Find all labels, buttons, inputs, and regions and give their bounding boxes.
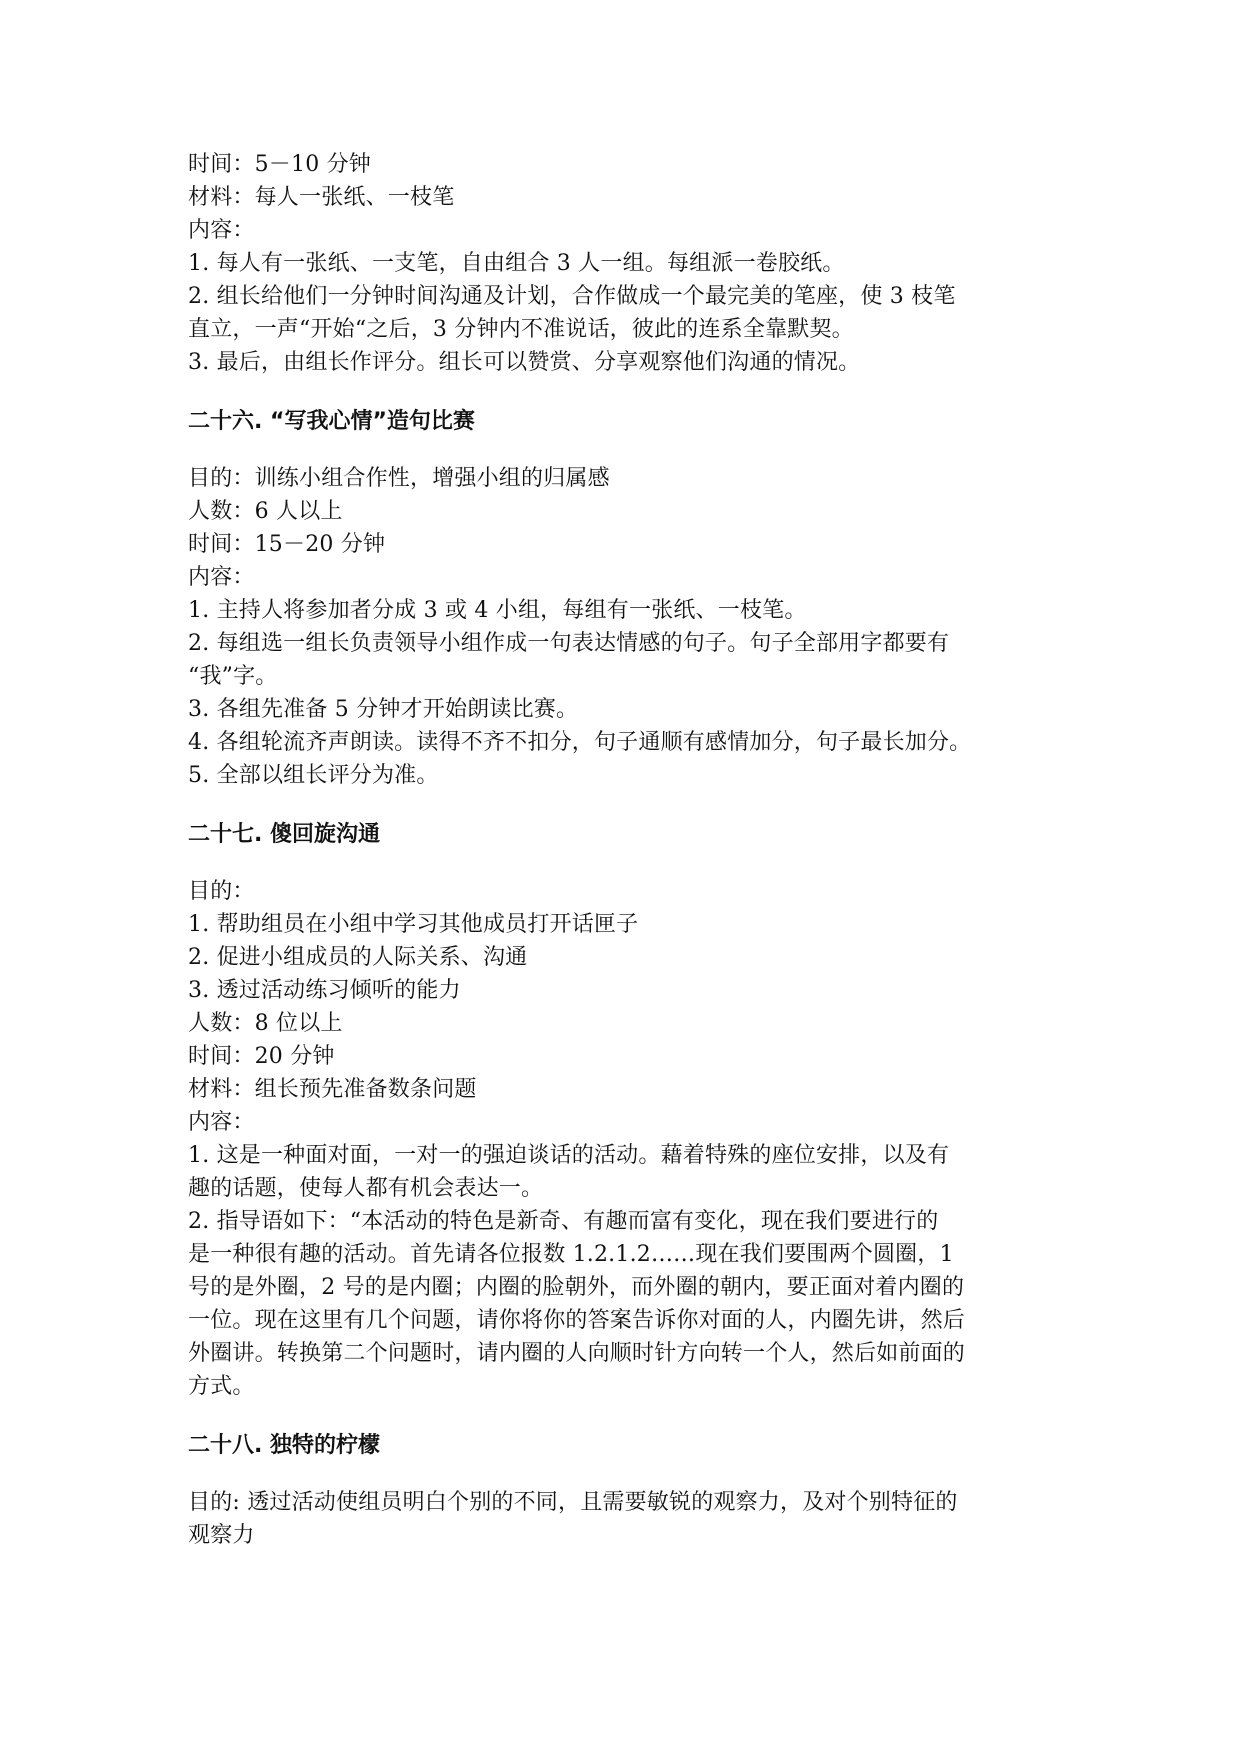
text-line: 内容： [188, 218, 255, 243]
text-line: 材料：每人一张纸、一枝笔 [188, 185, 455, 210]
text-line: 一位。现在这里有几个问题，请你将你的答案告诉你对面的人，内圈先讲，然后 [188, 1308, 966, 1333]
list-item: 1. 帮助组员在小组中学习其他成员打开话匣子 [188, 912, 639, 937]
text-line: 趣的话题，使每人都有机会表达一。 [188, 1176, 544, 1201]
list-item: 2. 组长给他们一分钟时间沟通及计划，合作做成一个最完美的笔座，使 3 枝笔 [188, 284, 956, 309]
text-line: 号的是外圈，2 号的是内圈；内圈的脸朝外，而外圈的朝内，要正面对着内圈的 [188, 1275, 965, 1300]
list-item: 4. 各组轮流齐声朗读。读得不齐不扣分，句子通顺有感情加分，句子最长加分。 [188, 730, 972, 755]
list-item: 3. 各组先准备 5 分钟才开始朗读比赛。 [188, 697, 579, 722]
list-item: 3. 透过活动练习倾听的能力 [188, 978, 461, 1003]
text-line: 内容： [188, 565, 255, 590]
text-line: 目的: 透过活动使组员明白个别的不同，且需要敏锐的观察力，及对个别特征的 [188, 1490, 958, 1515]
text-line: 材料：组长预先准备数条问题 [188, 1077, 477, 1102]
list-item: 3. 最后，由组长作评分。组长可以赞赏、分享观察他们沟通的情况。 [188, 350, 861, 375]
text-line: 观察力 [188, 1523, 255, 1548]
text-line: 方式。 [188, 1374, 255, 1399]
text-line: 是一种很有趣的活动。首先请各位报数 1.2.1.2……现在我们要围两个圆圈，1 [188, 1242, 954, 1267]
section-heading: 二十六. “写我心情”造句比赛 [188, 409, 475, 434]
text-line: 时间：15－20 分钟 [188, 532, 386, 557]
text-line: 人数：6 人以上 [188, 499, 343, 524]
text-line: 时间：20 分钟 [188, 1044, 335, 1069]
text-line: 目的：训练小组合作性，增强小组的归属感 [188, 466, 610, 491]
text-line: 时间：5－10 分钟 [188, 152, 371, 177]
list-item: 2. 每组选一组长负责领导小组作成一句表达情感的句子。句子全部用字都要有 [188, 631, 950, 656]
list-item: 2. 促进小组成员的人际关系、沟通 [188, 945, 528, 970]
text-line: 直立，一声“开始“之后，3 分钟内不准说话，彼此的连系全靠默契。 [188, 317, 854, 342]
list-item: 1. 主持人将参加者分成 3 或 4 小组，每组有一张纸、一枝笔。 [188, 598, 807, 623]
text-line: 内容： [188, 1110, 255, 1135]
text-line: 外圈讲。转换第二个问题时，请内圈的人向顺时针方向转一个人，然后如前面的 [188, 1341, 966, 1366]
document-page [188, 148, 1058, 1552]
text-line: “我”字。 [188, 664, 278, 689]
section-heading: 二十八. 独特的柠檬 [188, 1433, 381, 1458]
list-item: 2. 指导语如下：“本活动的特色是新奇、有趣而富有变化，现在我们要进行的 [188, 1209, 939, 1234]
section-heading: 二十七. 傻回旋沟通 [188, 822, 381, 847]
text-line: 人数：8 位以上 [188, 1011, 343, 1036]
text-line: 目的： [188, 879, 255, 904]
list-item: 1. 每人有一张纸、一支笔，自由组合 3 人一组。每组派一卷胶纸。 [188, 251, 845, 276]
list-item: 1. 这是一种面对面，一对一的强迫谈话的活动。藉着特殊的座位安排，以及有 [188, 1143, 950, 1168]
list-item: 5. 全部以组长评分为准。 [188, 763, 439, 788]
